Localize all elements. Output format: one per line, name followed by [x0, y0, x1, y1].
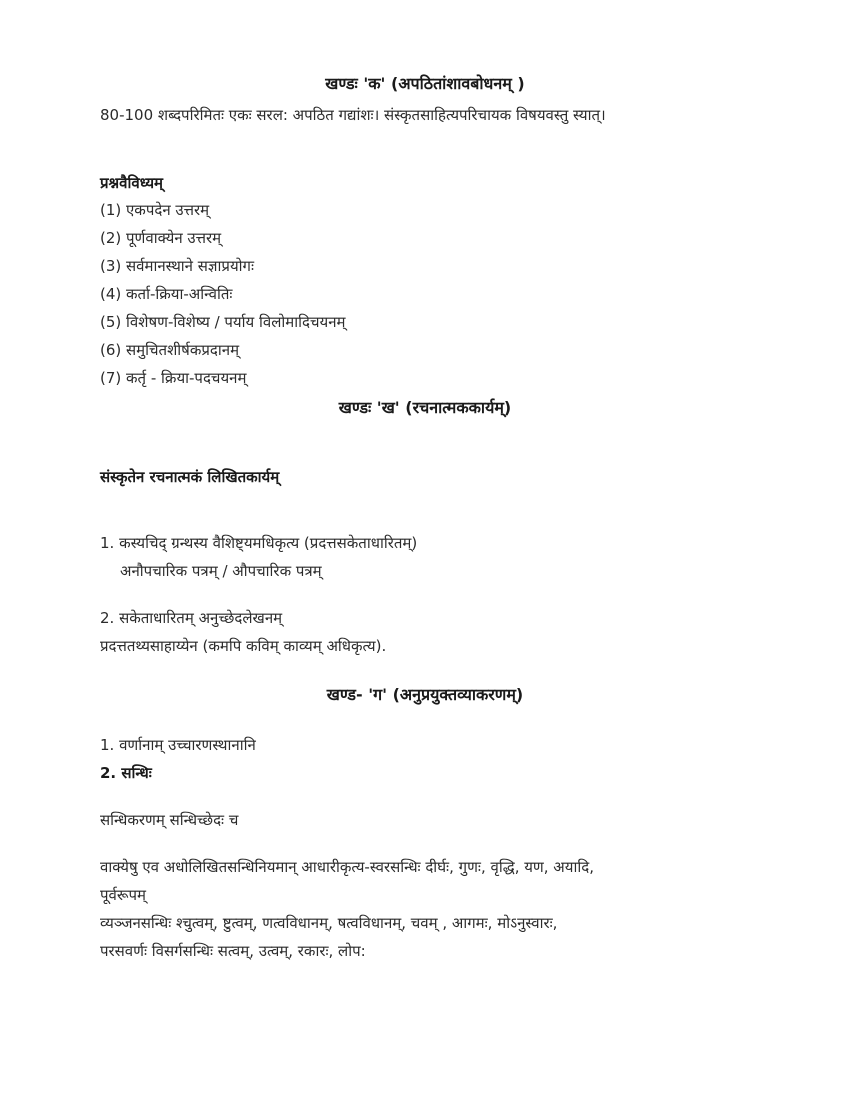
section-b-item-1: 1. कस्यचिद् ग्रन्थस्य वैशिष्ट्यमधिकृत्य (प्रदत्तसकेताधारितम्)	[100, 534, 418, 552]
section-c-heading: खण्ड- 'ग' (अनुप्रयुक्तव्याकरणम्)	[326, 685, 524, 704]
question-type-item: (5) विशेषण-विशेष्य / पर्याय विलोमादिचयनम्	[100, 313, 346, 331]
section-b-heading: खण्डः 'ख' (रचनात्मककार्यम्)	[338, 398, 512, 417]
sandhi-line: सन्धिकरणम् सन्धिच्छेदः च	[100, 811, 239, 829]
question-type-item: (6) समुचितशीर्षकप्रदानम्	[100, 341, 240, 359]
question-type-item: (7) कर्तृ - क्रिया-पदचयनम्	[100, 369, 247, 387]
sandhi-rule-line: पूर्वरूपम्	[100, 886, 147, 904]
question-type-item: (4) कर्ता-क्रिया-अन्वितिः	[100, 285, 233, 303]
section-a-description: 80-100 शब्दपरिमितः एकः सरल: अपठित गद्यांशः। संस्कृतसाहित्यपरिचायक विषयवस्तु स्यात्।	[100, 106, 606, 124]
question-type-item: (3) सर्वमानस्थाने सज्ञाप्रयोगः	[100, 257, 255, 275]
section-a-heading: खण्डः 'क' (अपठितांशावबोधनम् )	[325, 74, 525, 93]
section-b-item-2-sub: प्रदत्ततथ्यसाहाय्येन (कमपि कविम् काव्यम् अधिकृत्य).	[100, 637, 387, 655]
section-b-subtitle: संस्कृतेन रचनात्मकं लिखितकार्यम्	[100, 468, 280, 486]
section-c-item-1: 1. वर्णानाम् उच्चारणस्थानानि	[100, 736, 256, 754]
sandhi-rule-line: वाक्येषु एव अधोलिखितसन्धिनियमान् आधारीकृत्य-स्वरसन्धिः दीर्घः, गुणः, वृद्धि, यण, अयादि,	[100, 858, 594, 876]
section-c-item-2: 2. सन्धिः	[100, 764, 152, 782]
question-type-item: (2) पूर्णवाक्येन उत्तरम्	[100, 229, 222, 247]
question-type-item: (1) एकपदेन उत्तरम्	[100, 201, 210, 219]
sandhi-rule-line: व्यञ्जनसन्धिः श्चुत्वम्, ष्टुत्वम्, णत्वविधानम्, षत्वविधानम्, चवम् , आगमः, मोऽनुस्वारः,	[100, 914, 558, 932]
section-b-item-2: 2. सकेताधारितम् अनुच्छेदलेखनम्	[100, 609, 283, 627]
question-types-title: प्रश्नवैविध्यम्	[100, 174, 164, 192]
section-b-item-1-sub: अनौपचारिक पत्रम् / औपचारिक पत्रम्	[120, 562, 322, 580]
sandhi-rule-line: परसवर्णः विसर्गसन्धिः सत्वम्, उत्वम्, रकारः, लोप:	[100, 942, 366, 960]
